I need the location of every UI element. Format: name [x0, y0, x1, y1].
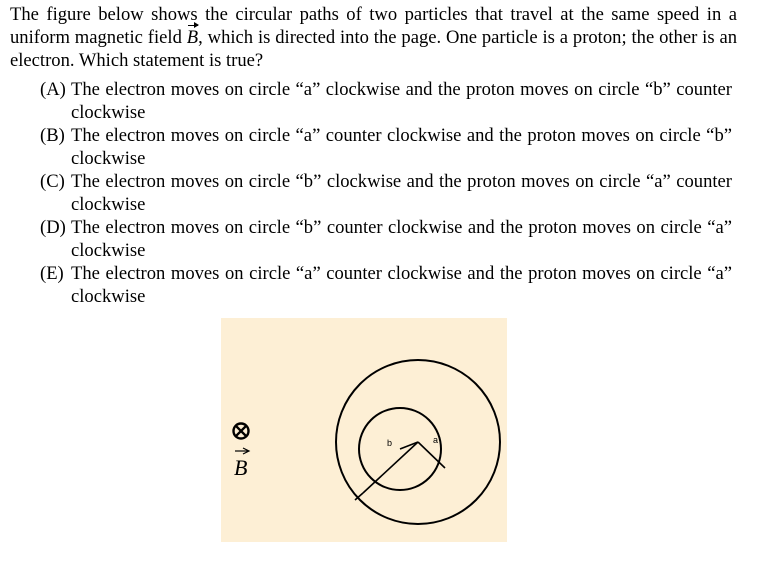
field-label: B [234, 455, 248, 480]
option-b[interactable] [40, 124, 732, 170]
option-text: The electron moves on circle “a” counter clockwise and the proton moves on circle “b” clockwise [71, 125, 732, 169]
option-letter: (C) [40, 171, 65, 192]
question-text-after: , which is directed into the page. One particle is a proton; the other is an electron. Which statement is true? [10, 27, 737, 71]
answer-options [40, 78, 732, 308]
option-c[interactable] [40, 170, 732, 216]
figure-drawing [221, 318, 507, 542]
option-letter: (D) [40, 217, 66, 238]
option-text: The electron moves on circle “b” counter clockwise and the proton moves on circle “a” clockwise [71, 217, 732, 261]
option-letter: (B) [40, 125, 65, 146]
field-into-page-icon [234, 424, 249, 439]
option-text: The electron moves on circle “b” clockwise and the proton moves on circle “a” counter clockwise [71, 171, 732, 215]
option-d[interactable] [40, 216, 732, 262]
option-letter: (E) [40, 263, 64, 284]
circle-a-label: a [433, 435, 439, 445]
circle-b-label: b [387, 438, 393, 448]
option-a[interactable] [40, 78, 732, 124]
magnetic-field-figure [221, 318, 507, 542]
question-text-before: The figure below shows the circular paths of two particles that travel at the same speed in a uniform magnetic field [10, 4, 737, 48]
option-text: The electron moves on circle “a” counter clockwise and the proton moves on circle “a” clockwise [71, 263, 732, 307]
option-text: The electron moves on circle “a” clockwise and the proton moves on circle “b” counter clockwise [71, 79, 732, 123]
option-e[interactable] [40, 262, 732, 308]
magnetic-field-symbol: B [186, 27, 199, 48]
field-vector-arrow [235, 448, 249, 454]
question-stem [10, 3, 737, 72]
option-letter: (A) [40, 79, 66, 100]
radius-lines [355, 442, 445, 500]
